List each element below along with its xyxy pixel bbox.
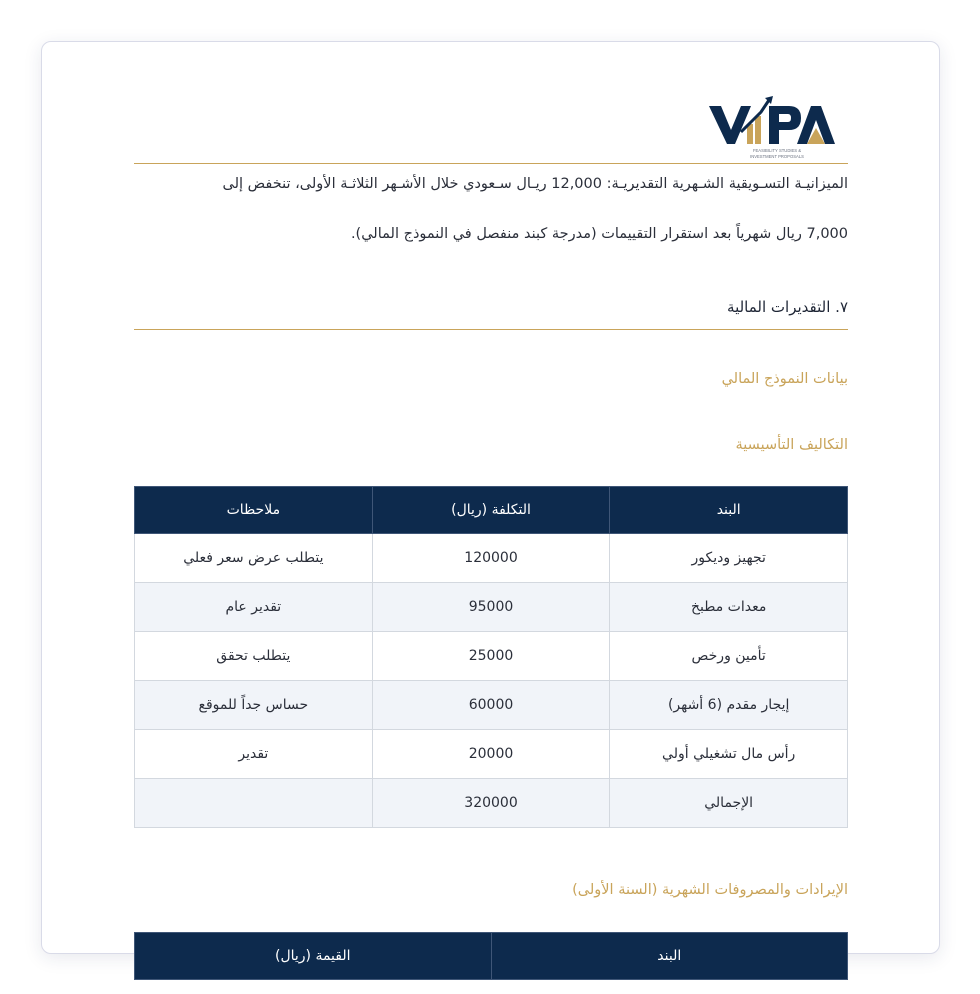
section-divider [134, 329, 848, 330]
table-total-row [135, 779, 848, 828]
setup-costs-title: التكاليف التأسيسية [735, 437, 848, 453]
cell-notes: تقدير [135, 730, 373, 779]
monthly-table [134, 932, 848, 980]
monthly-title: الإيرادات والمصروفات الشهرية (السنة الأولى) [572, 882, 848, 898]
table-header-row [135, 487, 848, 534]
section-title: ٧. التقديرات المالية [727, 298, 848, 316]
header-notes: ملاحظات [135, 487, 373, 534]
header-cost: التكلفة (ريال) [372, 487, 610, 534]
header-divider [134, 163, 848, 164]
header-item: البند [491, 933, 848, 980]
document-page [41, 41, 940, 964]
header-item: البند [610, 487, 848, 534]
cell-cost: 320000 [372, 779, 610, 828]
cell-cost: 25000 [372, 632, 610, 681]
table-row [135, 681, 848, 730]
cell-notes: يتطلب تحقق [135, 632, 373, 681]
cell-notes: يتطلب عرض سعر فعلي [135, 534, 373, 583]
cell-cost: 60000 [372, 681, 610, 730]
viipa-logo [707, 92, 837, 162]
table-row [135, 730, 848, 779]
logo-tagline-2: INVESTMENT PROPOSALS [750, 154, 804, 159]
table-header-row [135, 933, 848, 980]
table-row [135, 632, 848, 681]
cell-cost: 120000 [372, 534, 610, 583]
cell-item: معدات مطبخ [610, 583, 848, 632]
cell-item: رأس مال تشغيلي أولي [610, 730, 848, 779]
financial-model-title: بيانات النموذج المالي [721, 371, 848, 387]
header-value: القيمة (ريال) [135, 933, 492, 980]
cell-item: الإجمالي [610, 779, 848, 828]
table-row [135, 583, 848, 632]
cell-item: تجهيز وديكور [610, 534, 848, 583]
cell-notes: تقدير عام [135, 583, 373, 632]
setup-costs-table [134, 486, 848, 828]
cell-item: إيجار مقدم (6 أشهر) [610, 681, 848, 730]
logo-tagline-1: FEASIBILITY STUDIES & [752, 148, 802, 153]
cell-item: تأمين ورخص [610, 632, 848, 681]
cell-cost: 20000 [372, 730, 610, 779]
cell-notes: حساس جداً للموقع [135, 681, 373, 730]
table-row [135, 534, 848, 583]
viipa-logo-mark [707, 92, 837, 162]
cell-cost: 95000 [372, 583, 610, 632]
marketing-budget-line-1: الميزانيـة التسـويقية الشـهرية التقديريـة: 12,000 ريـال سـعودي خلال الأشـهر الثلاثـة الأولى، تنخفض إلى [222, 176, 848, 192]
marketing-budget-line-2: 7,000 ريال شهرياً بعد استقرار التقييمات (مدرجة كبند منفصل في النموذج المالي). [350, 226, 848, 242]
cell-notes [135, 779, 373, 828]
